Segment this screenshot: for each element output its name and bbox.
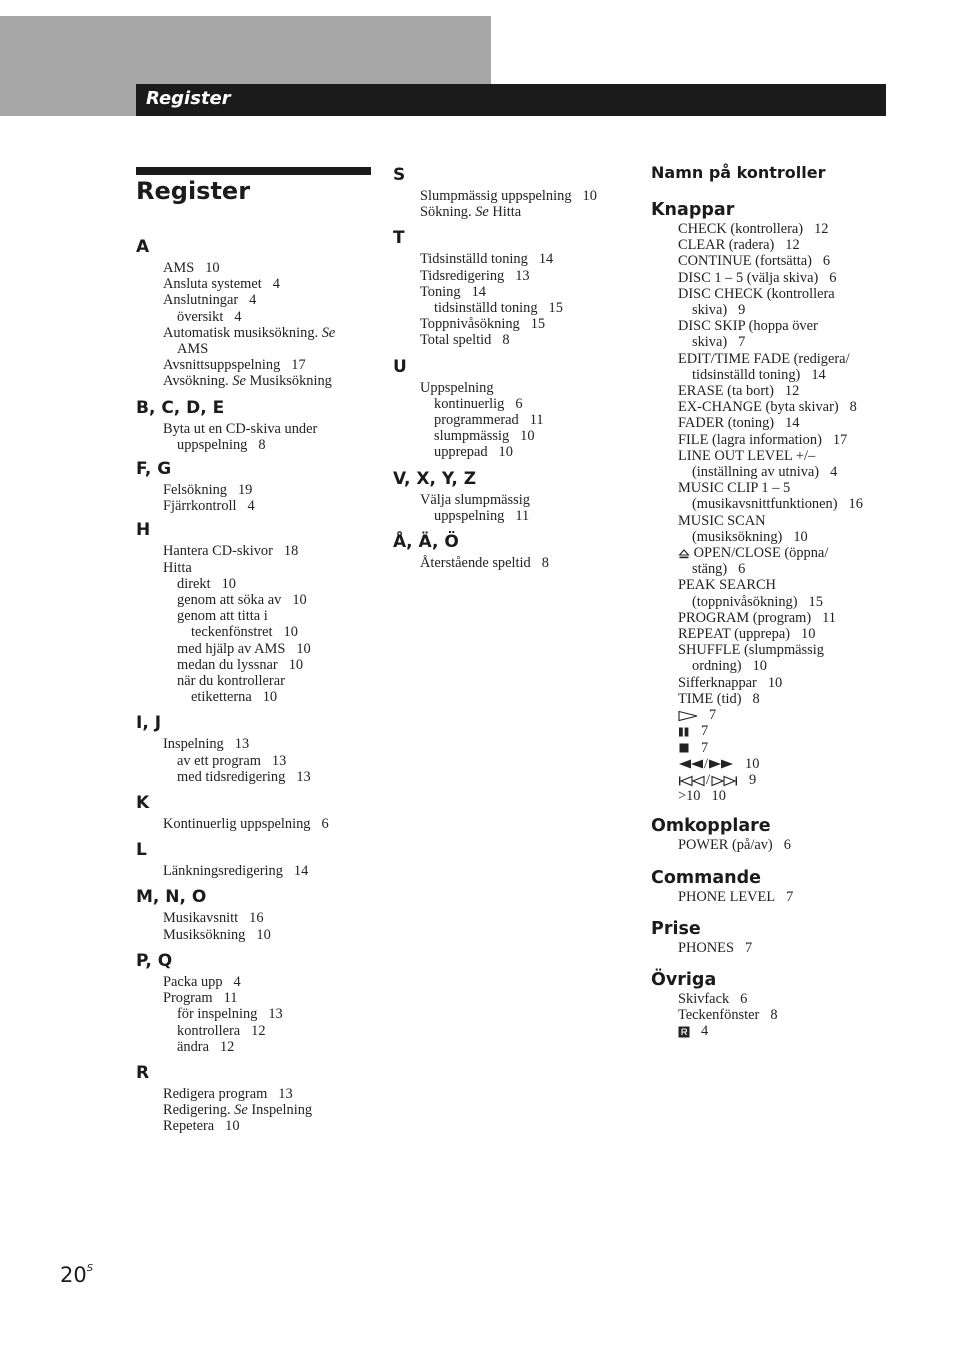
index-entry: Tidsredigering 13 — [420, 267, 530, 284]
index-letter: B, C, D, E — [136, 397, 225, 418]
control-entry: 7 — [651, 723, 941, 739]
index-entry: Toppnivåsökning 15 — [420, 316, 546, 333]
remote-sensor-icon — [678, 1026, 690, 1038]
control-entry: 7 — [651, 707, 941, 723]
control-entry: PEAK SEARCH — [678, 577, 776, 594]
index-section-a — [136, 237, 376, 390]
index-column-left — [136, 237, 376, 1135]
index-subentry: ändra 12 — [177, 1038, 235, 1055]
control-entry-continuation: tidsinställd toning) 14 — [692, 366, 826, 383]
control-entry: / 9 — [651, 772, 941, 788]
index-subentry: direkt 10 — [177, 575, 236, 592]
control-entry: CLEAR (radera) 12 — [678, 237, 800, 254]
control-entry: PHONE LEVEL 7 — [678, 888, 794, 905]
rewind-icon — [678, 758, 704, 770]
index-subentry: upprepad 10 — [434, 444, 513, 461]
index-entry: Tidsinställd toning 14 — [420, 251, 554, 268]
index-section-l — [136, 840, 376, 879]
index-subentry: medan du lyssnar 10 — [177, 656, 304, 673]
index-subentry: genom att söka av 10 — [177, 592, 307, 609]
index-subentry: genom att titta i — [177, 608, 268, 625]
control-entry-continuation: (inställning av utniva) 4 — [692, 464, 838, 481]
index-subentry: av ett program 13 — [177, 752, 287, 769]
index-entry-continuation: teckenfönstret 10 — [191, 624, 298, 641]
control-entry: >10 10 — [678, 788, 726, 805]
index-letter: I, J — [136, 713, 162, 734]
control-entry: PHONES 7 — [678, 939, 753, 956]
index-letter: U — [393, 356, 407, 377]
control-entry: LINE OUT LEVEL +/– — [678, 447, 816, 464]
header-bar — [136, 84, 886, 116]
index-entry: Musiksökning 10 — [163, 926, 271, 943]
index-entry: Uppspelning — [420, 379, 494, 396]
index-letter: L — [136, 840, 147, 861]
index-entry: Redigering. Se Inspelning — [163, 1102, 313, 1119]
index-entry-continuation: uppspelning 11 — [434, 507, 530, 524]
index-subentry: slumpmässig 10 — [434, 428, 535, 445]
control-entry: 7 — [651, 740, 941, 756]
control-entry: FADER (toning) 14 — [678, 415, 800, 432]
index-entry: Byta ut en CD-skiva under — [163, 420, 318, 437]
index-entries — [136, 907, 376, 942]
control-entry: POWER (på/av) 6 — [678, 837, 791, 854]
controls-subtitle: Namn på kontroller — [651, 163, 826, 182]
control-entry: MUSIC CLIP 1 – 5 — [678, 480, 791, 497]
controls-section-ovriga — [651, 970, 941, 1040]
index-entries — [136, 418, 376, 453]
index-subentry: programmerad 11 — [434, 412, 544, 429]
index-section-u — [393, 357, 638, 461]
fast-forward-icon — [708, 758, 734, 770]
index-letter: Å, Ä, Ö — [393, 532, 459, 553]
control-entry: OPEN/CLOSE (öppna/ — [651, 545, 941, 561]
index-entry: Sökning. Se Hitta — [420, 204, 522, 221]
index-section-k — [136, 793, 376, 832]
index-entry: Hantera CD-skivor 18 — [163, 543, 299, 560]
index-subentry: tidsinställd toning 15 — [434, 300, 563, 317]
index-subentry: med tidsredigering 13 — [177, 768, 311, 785]
index-entry: Ansluta systemet 4 — [163, 276, 280, 293]
index-section-pq — [136, 951, 376, 1055]
index-section-r — [136, 1063, 376, 1135]
control-entry: EDIT/TIME FADE (redigera/ — [678, 350, 850, 367]
index-letter: F, G — [136, 459, 172, 480]
index-letter: R — [136, 1062, 150, 1083]
control-entry-continuation: skiva) 9 — [692, 302, 746, 319]
index-letter: H — [136, 520, 151, 541]
index-entry: Kontinuerlig uppspelning 6 — [163, 816, 329, 833]
index-subentry: med hjälp av AMS 10 — [177, 640, 311, 657]
index-entry: Slumpmässig uppspelning 10 — [420, 188, 597, 204]
index-column-middle — [393, 165, 638, 571]
index-entries — [393, 185, 638, 220]
index-entry: Packa upp 4 — [163, 973, 241, 990]
index-section-t — [393, 228, 638, 348]
index-section-aao — [393, 532, 638, 571]
index-entries — [136, 540, 376, 705]
index-entries — [393, 377, 638, 461]
control-entry: EX-CHANGE (byta skivar) 8 — [678, 399, 857, 416]
index-entry: Inspelning 13 — [163, 736, 250, 753]
index-entries — [136, 257, 376, 390]
index-entry: Hitta — [163, 559, 192, 576]
controls-category-title: Prise — [651, 918, 701, 939]
skip-back-icon — [678, 775, 706, 787]
index-entry: Fjärrkontroll 4 — [163, 498, 255, 515]
index-letter: S — [393, 165, 406, 185]
index-section-mno — [136, 887, 376, 942]
index-section-vxyz — [393, 469, 638, 524]
index-letter: M, N, O — [136, 887, 207, 908]
index-entry-continuation: uppspelning 8 — [177, 436, 266, 453]
controls-category-title: Övriga — [651, 969, 717, 990]
index-entry: Repetera 10 — [163, 1118, 240, 1135]
index-letter: V, X, Y, Z — [393, 468, 477, 489]
control-entry: ERASE (ta bort) 12 — [678, 383, 800, 400]
control-entry: FILE (lagra information) 17 — [678, 431, 848, 448]
index-letter: K — [136, 793, 150, 814]
controls-section-prise — [651, 919, 941, 956]
play-icon — [678, 710, 698, 722]
control-entry: / 10 — [651, 756, 941, 772]
control-entry: Teckenfönster 8 — [678, 1007, 778, 1024]
controls-category-title: Knappar — [651, 200, 735, 220]
control-entry: Sifferknappar 10 — [678, 674, 783, 691]
control-entry: CHECK (kontrollera) 12 — [678, 221, 829, 237]
controls-section-commande — [651, 868, 941, 905]
header-section-title: Register — [146, 88, 231, 109]
controls-entries — [651, 221, 941, 804]
index-entry: AMS 10 — [163, 260, 220, 276]
index-entry: Välja slumpmässig — [420, 491, 530, 508]
controls-section-omkopplare — [651, 816, 941, 853]
index-entries — [393, 552, 638, 571]
index-entries — [136, 479, 376, 514]
index-entry: Program 11 — [163, 990, 238, 1007]
control-entry: Skivfack 6 — [678, 990, 748, 1007]
index-entry: Toning 14 — [420, 283, 486, 300]
controls-section-knappar — [651, 200, 941, 804]
controls-category-title: Commande — [651, 867, 761, 888]
index-subentry: för inspelning 13 — [177, 1006, 283, 1023]
index-subentry: kontinuerlig 6 — [434, 395, 523, 412]
skip-forward-icon — [710, 775, 738, 787]
control-entry: 4 — [651, 1023, 941, 1039]
index-letter: T — [393, 228, 405, 249]
index-entry: Musikavsnitt 16 — [163, 910, 264, 927]
index-entry-continuation: AMS — [177, 341, 209, 358]
control-entry: MUSIC SCAN — [678, 512, 766, 529]
index-entry-continuation: etiketterna 10 — [191, 689, 278, 706]
index-entries — [136, 813, 376, 832]
index-entries — [136, 733, 376, 785]
controls-column — [651, 163, 941, 1040]
control-entry-continuation: stäng) 6 — [692, 561, 746, 578]
page-number-suffix: S — [86, 1263, 94, 1274]
index-subentry: översikt 4 — [177, 308, 242, 325]
index-entry: Anslutningar 4 — [163, 292, 257, 309]
index-subentry: när du kontrollerar — [177, 673, 285, 690]
index-entries — [136, 971, 376, 1055]
title-rule — [136, 167, 371, 175]
control-entry: DISC 1 – 5 (välja skiva) 6 — [678, 269, 837, 286]
control-entry-continuation: (toppnivåsökning) 15 — [692, 593, 823, 610]
index-section-s — [393, 165, 638, 220]
index-entries — [136, 1083, 376, 1135]
controls-category-title: Omkopplare — [651, 816, 771, 837]
index-entry: Felsökning 19 — [163, 482, 253, 499]
index-letter: A — [136, 237, 150, 257]
control-entry: REPEAT (upprepa) 10 — [678, 626, 816, 643]
index-letter: P, Q — [136, 950, 173, 971]
index-section-bcde — [136, 398, 376, 453]
control-entry: SHUFFLE (slumpmässig — [678, 642, 824, 659]
index-subentry: kontrollera 12 — [177, 1022, 266, 1039]
index-entries — [136, 860, 376, 879]
index-entry: Redigera program 13 — [163, 1085, 293, 1102]
control-entry-continuation: (musiksökning) 10 — [692, 528, 808, 545]
eject-icon — [678, 548, 690, 560]
control-entry: CONTINUE (fortsätta) 6 — [678, 253, 831, 270]
index-section-ij — [136, 713, 376, 785]
index-entry: Återstående speltid 8 — [420, 555, 549, 572]
stop-icon — [678, 742, 690, 754]
page-title: Register — [136, 177, 251, 205]
control-entry: PROGRAM (program) 11 — [678, 609, 836, 626]
control-entry: TIME (tid) 8 — [678, 690, 760, 707]
control-entry: DISC SKIP (hoppa över — [678, 318, 818, 335]
control-entry-continuation: skiva) 7 — [692, 334, 746, 351]
control-entry-continuation: ordning) 10 — [692, 658, 767, 675]
index-section-h — [136, 520, 376, 705]
index-entry: Total speltid 8 — [420, 332, 510, 349]
index-entry: Automatisk musiksökning. Se — [163, 324, 336, 341]
index-entries — [393, 489, 638, 524]
index-entries — [393, 248, 638, 348]
index-entry: Avsnittsuppspelning 17 — [163, 357, 306, 374]
index-entry: Avsökning. Se Musiksökning — [163, 373, 332, 390]
index-entry: Länkningsredigering 14 — [163, 863, 309, 880]
page-number: $20^S$ — [60, 1263, 94, 1287]
control-entry-continuation: (musikavsnittfunktionen) 16 — [692, 496, 863, 513]
pause-icon — [678, 726, 690, 738]
index-section-fg — [136, 459, 376, 514]
control-entry: DISC CHECK (kontrollera — [678, 285, 835, 302]
